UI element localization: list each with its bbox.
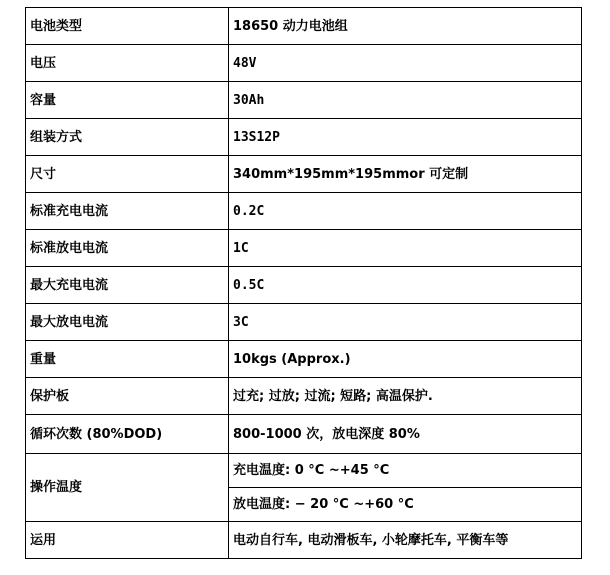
value-max-discharge-current: 3C: [229, 304, 582, 341]
value-usage: 电动自行车, 电动滑板车, 小轮摩托车, 平衡车等: [229, 522, 582, 559]
value-capacity: 30Ah: [229, 82, 582, 119]
row-max-charge-current: [26, 267, 582, 304]
row-operating-temperature: [26, 454, 582, 488]
label-battery-type: 电池类型: [26, 8, 229, 45]
row-dimensions: [26, 156, 582, 193]
row-weight: [26, 341, 582, 378]
row-capacity: [26, 82, 582, 119]
row-max-discharge-current: [26, 304, 582, 341]
value-voltage: 48V: [229, 45, 582, 82]
label-usage: 运用: [26, 522, 229, 559]
row-cycle-count: [26, 415, 582, 454]
label-std-discharge-current: 标准放电电流: [26, 230, 229, 267]
row-usage: [26, 522, 582, 559]
label-std-charge-current: 标准充电电流: [26, 193, 229, 230]
row-std-charge-current: [26, 193, 582, 230]
row-assembly: [26, 119, 582, 156]
row-voltage: [26, 45, 582, 82]
value-discharge-temperature: 放电温度: − 20 °C ~+60 °C: [229, 488, 582, 522]
value-battery-type: 18650 动力电池组: [229, 8, 582, 45]
label-operating-temperature: 操作温度: [26, 454, 229, 522]
label-dimensions: 尺寸: [26, 156, 229, 193]
value-weight: 10kgs (Approx.): [229, 341, 582, 378]
label-max-discharge-current: 最大放电电流: [26, 304, 229, 341]
value-std-charge-current: 0.2C: [229, 193, 582, 230]
value-cycle-count: 800-1000 次，放电深度 80%: [229, 415, 582, 454]
row-protection-board: [26, 378, 582, 415]
label-assembly: 组装方式: [26, 119, 229, 156]
value-protection-board: 过充; 过放; 过流; 短路; 高温保护.: [229, 378, 582, 415]
value-charge-temperature: 充电温度: 0 °C ~+45 °C: [229, 454, 582, 488]
label-weight: 重量: [26, 341, 229, 378]
label-max-charge-current: 最大充电电流: [26, 267, 229, 304]
row-battery-type: [26, 8, 582, 45]
label-cycle-count: 循环次数 (80%DOD): [26, 415, 229, 454]
value-std-discharge-current: 1C: [229, 230, 582, 267]
label-voltage: 电压: [26, 45, 229, 82]
label-protection-board: 保护板: [26, 378, 229, 415]
value-max-charge-current: 0.5C: [229, 267, 582, 304]
row-std-discharge-current: [26, 230, 582, 267]
spec-table: [25, 7, 582, 559]
value-assembly: 13S12P: [229, 119, 582, 156]
value-dimensions: 340mm*195mm*195mmor 可定制: [229, 156, 582, 193]
label-capacity: 容量: [26, 82, 229, 119]
